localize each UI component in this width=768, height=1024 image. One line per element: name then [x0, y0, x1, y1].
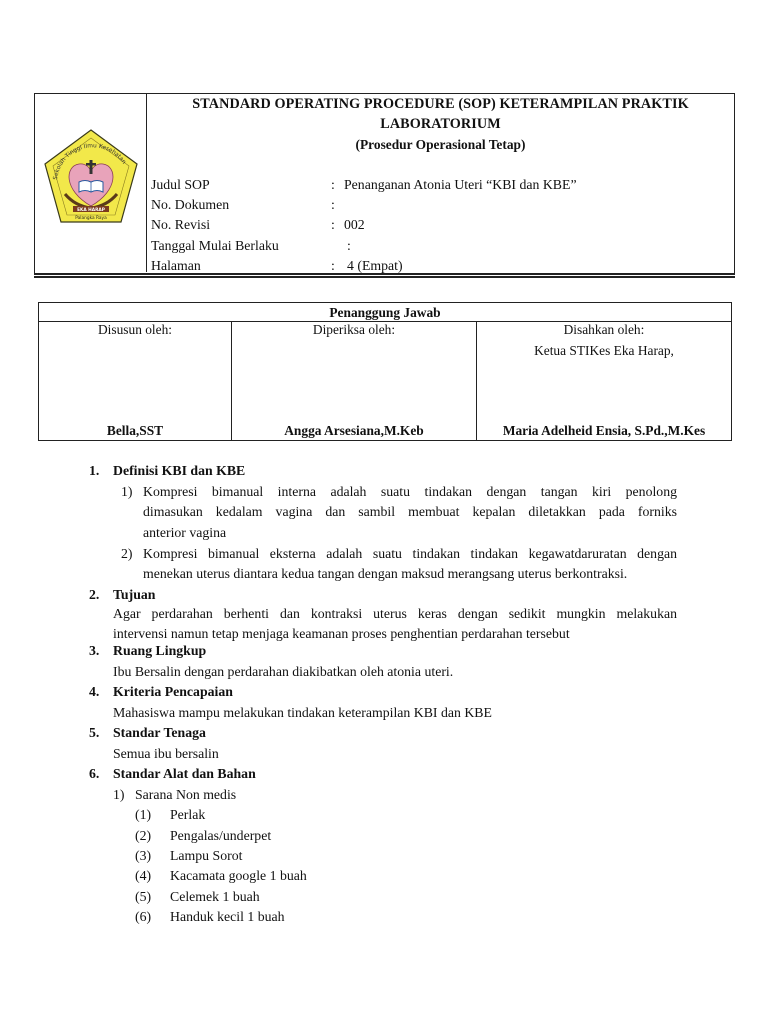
equipment-item: Kacamata google 1 buah [170, 868, 307, 883]
equipment-item: Handuk kecil 1 buah [170, 909, 285, 924]
equipment-number: (4) [135, 868, 152, 883]
section-text-line: Semua ibu bersalin [113, 746, 219, 761]
logo-city-text: Palangka Raya [75, 216, 107, 221]
list-item-number: 2) [121, 546, 133, 561]
logo-banner-text: EKA HARAP [77, 208, 105, 213]
meta-value: Penanganan Atonia Uteri “KBI dan KBE” [344, 177, 577, 192]
section-number: 3. [89, 643, 100, 658]
section-title: Ruang Lingkup [113, 643, 207, 658]
section-title: Tujuan [113, 587, 156, 602]
signer-name: Bella,SST [106, 423, 164, 438]
column-diperiksa [232, 321, 476, 440]
section-title: Definisi KBI dan KBE [113, 463, 246, 478]
list-item-line: Kompresi bimanual eksterna adalah suatu tindakan tindakan kegawatdaruratan dengan [143, 546, 677, 561]
equipment-number: (5) [135, 889, 152, 904]
column-label: Diperiksa oleh: [312, 322, 396, 337]
equipment-item: Lampu Sorot [170, 848, 243, 863]
column-disahkan [477, 321, 731, 440]
section-text-line: Agar perdarahan berhenti dan kontraksi uterus keras dengan sedikit mungkin melakukan [113, 606, 677, 621]
equipment-number: (6) [135, 909, 152, 924]
section-title: Standar Alat dan Bahan [113, 766, 256, 781]
section-number: 4. [89, 684, 100, 699]
meta-colon: : [331, 197, 335, 212]
sub-list-number: 1) [113, 787, 125, 802]
list-item-number: 1) [121, 484, 133, 499]
responsibility-table [38, 302, 732, 441]
meta-row-tanggal [151, 238, 711, 258]
equipment-number: (1) [135, 807, 152, 822]
signer-name: Maria Adelheid Ensia, S.Pd.,M.Kes [502, 423, 706, 438]
column-label: Disusun oleh: [97, 322, 173, 337]
section-text-line: intervensi namun tetap menjaga keamanan proses penghentian perdarahan tersebut [113, 626, 570, 641]
meta-row-judul [151, 177, 711, 197]
meta-colon: : [331, 217, 335, 232]
meta-colon: : [331, 258, 335, 273]
meta-colon: : [347, 238, 351, 253]
meta-key: No. Dokumen [151, 197, 230, 212]
meta-row-revisi [151, 217, 711, 237]
equipment-item: Celemek 1 buah [170, 889, 260, 904]
section-text-line: Mahasiswa mampu melakukan tindakan keterampilan KBI dan KBE [113, 705, 492, 720]
section-title: Standar Tenaga [113, 725, 206, 740]
meta-value: 002 [344, 217, 365, 232]
signer-name: Angga Arsesiana,M.Keb [284, 423, 424, 438]
equipment-item: Perlak [170, 807, 206, 822]
list-item-line: menekan uterus diantara kedua tangan dengan maksud merangsang uterus berkontraksi. [143, 566, 628, 581]
list-item-line: dimasukan kedalam vagina dan sambil membuat kepalan diletakkan pada forniks [143, 504, 677, 519]
logo-cell [35, 94, 147, 272]
section-number: 6. [89, 766, 100, 781]
meta-row-dokumen [151, 197, 711, 217]
meta-colon: : [331, 177, 335, 192]
section-number: 5. [89, 725, 100, 740]
equipment-number: (2) [135, 828, 152, 843]
section-number: 2. [89, 587, 100, 602]
institution-logo [35, 94, 146, 272]
sop-header-box [34, 93, 735, 275]
logo-ring-text: Sekolah Tinggi Ilmu Kesehatan [52, 143, 127, 181]
sop-title-line2: LABORATORIUM [380, 116, 501, 132]
equipment-number: (3) [135, 848, 152, 863]
sub-list-label: Sarana Non medis [135, 787, 237, 802]
list-item-line: Kompresi bimanual interna adalah suatu tindakan dengan tangan kiri penolong [143, 484, 677, 499]
list-item-line: anterior vagina [143, 525, 227, 540]
column-label: Disahkan oleh: [563, 322, 645, 337]
meta-value: 4 (Empat) [347, 258, 403, 273]
meta-key: No. Revisi [151, 217, 211, 232]
equipment-item: Pengalas/underpet [170, 828, 272, 843]
section-number: 1. [89, 463, 100, 478]
section-text-line: Ibu Bersalin dengan perdarahan diakibatkan oleh atonia uteri. [113, 664, 454, 679]
responsibility-header: Penanggung Jawab [39, 303, 731, 322]
column-disusun [39, 321, 231, 440]
column-role: Ketua STIKes Eka Harap, [534, 343, 674, 358]
sop-subtitle: (Prosedur Operasional Tetap) [355, 137, 526, 152]
meta-key: Tanggal Mulai Berlaku [151, 238, 279, 253]
section-title: Kriteria Pencapaian [113, 684, 233, 699]
sop-title-line1: STANDARD OPERATING PROCEDURE (SOP) KETERAMPILAN PRAKTIK [192, 96, 689, 112]
meta-key: Judul SOP [151, 177, 210, 192]
meta-key: Halaman [151, 258, 201, 273]
header-double-rule [34, 273, 735, 278]
